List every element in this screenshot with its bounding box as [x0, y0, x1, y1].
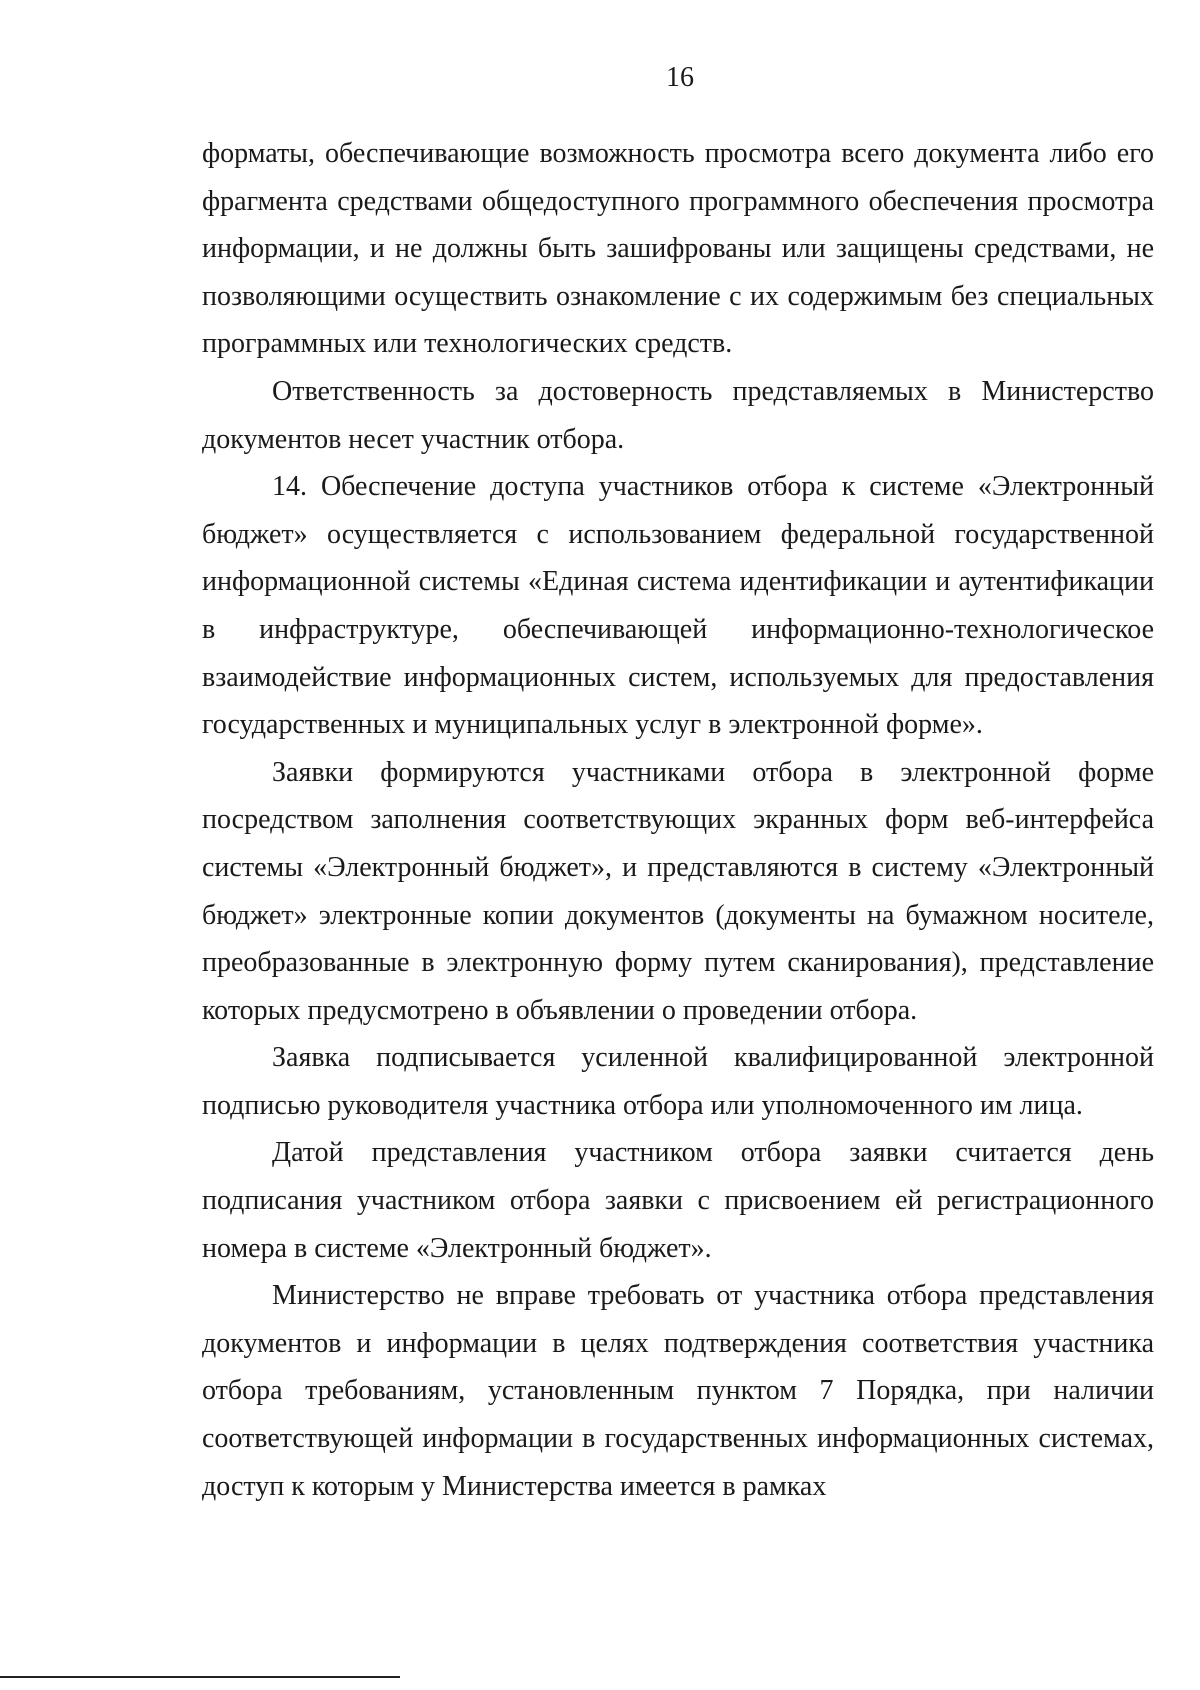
paragraph-applications: Заявки формируются участниками отбора в электронной форме посредством заполнения соответствующих экранных форм веб-интерфейса системы «Электронный бюджет», и представляются в систему «Электронный бюджет» электронные копии документов (документы на бумажном носителе, преобразованные в электронную форму путем сканирования), представление которых предусмотрено в объявлении о проведении отбора.: [202, 756, 1154, 1026]
paragraph-submission-date: Датой представления участником отбора заявки считается день подписания участником отбора заявки с присвоением ей регистрационного номера в системе «Электронный бюджет».: [202, 1137, 1154, 1264]
page-edge-line: [0, 1676, 400, 1678]
document-body: [202, 130, 1154, 1510]
paragraph-ministry-rights: Министерство не вправе требовать от участника отбора представления документов и информации в целях подтверждения соответствия участника отбора требованиям, установленным пунктом 7 Порядка, при наличии соответствующей информации в государственных информационных системах, доступ к которым у Министерства имеется в рамках: [202, 1280, 1154, 1502]
paragraph-formats: форматы, обеспечивающие возможность просмотра всего документа либо его фрагмента средствами общедоступного программного обеспечения просмотра информации, и не должны быть зашифрованы или защищены средствами, не позволяющими осуществить ознакомление с их содержимым без специальных программных или технологических средств.: [202, 138, 1154, 360]
paragraph-item-14: 14. Обеспечение доступа участников отбора к системе «Электронный бюджет» осуществляется с использованием федеральной государственной информационной системы «Единая система идентификации и аутентификации в инфраструктуре, обеспечивающей информационно-технологическое взаимодействие информационных систем, используемых для предоставления государственных и муниципальных услуг в электронной форме».: [202, 471, 1154, 741]
page-number: 16: [666, 62, 694, 93]
paragraph-responsibility: Ответственность за достоверность представляемых в Министерство документов несет участник отбора.: [202, 375, 1154, 455]
paragraph-signature: Заявка подписывается усиленной квалифицированной электронной подписью руководителя участника отбора или уполномоченного им лица.: [202, 1042, 1154, 1121]
